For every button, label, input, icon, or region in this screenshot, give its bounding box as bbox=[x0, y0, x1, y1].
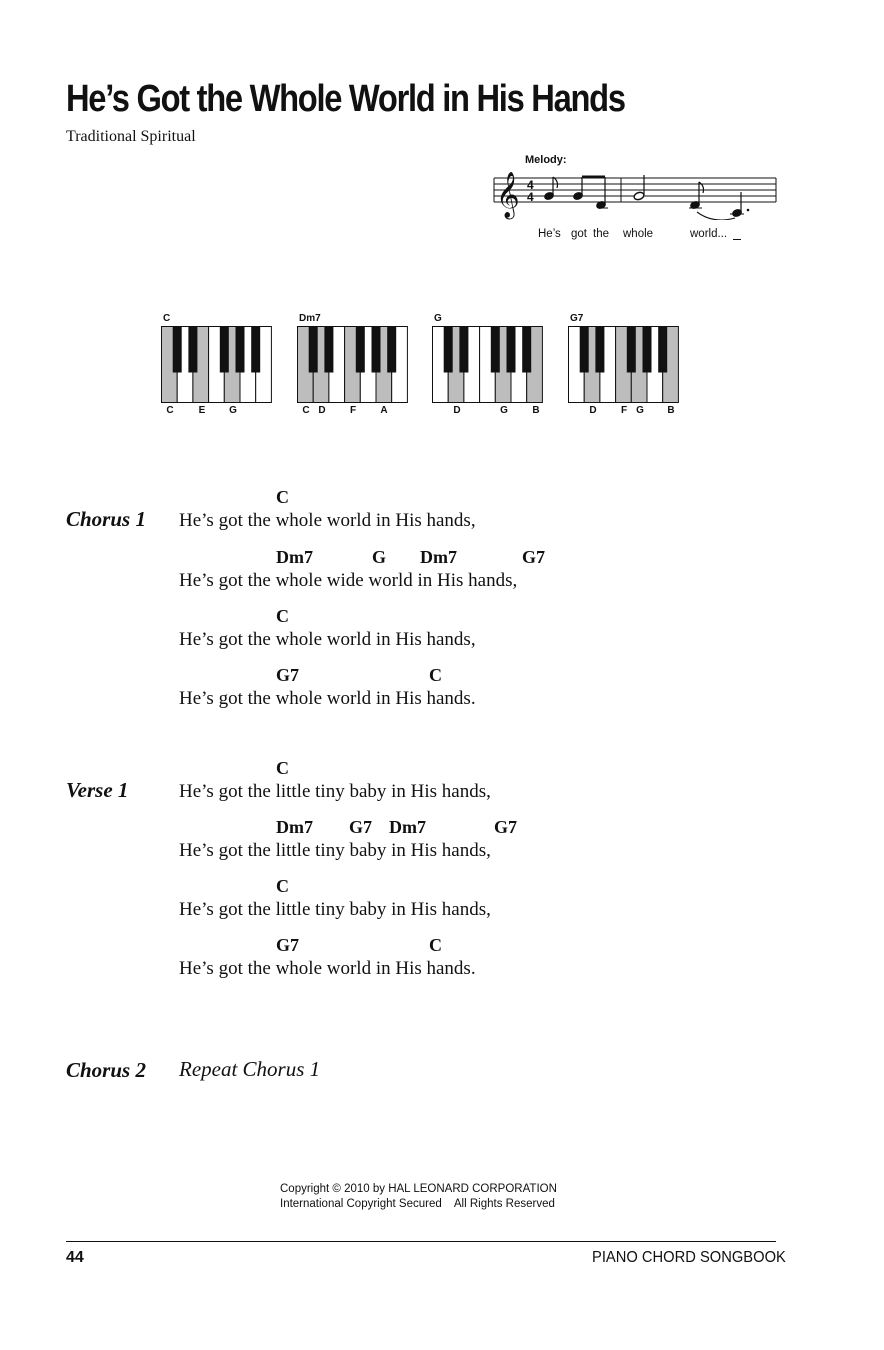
keyboard-note-label: F bbox=[349, 405, 357, 416]
chord-symbol: G bbox=[372, 547, 387, 567]
keyboard-note-label: G bbox=[636, 405, 644, 416]
chord-symbol: C bbox=[429, 665, 442, 685]
chord-symbol: Dm7 bbox=[389, 817, 426, 837]
keyboard-note-label: G bbox=[229, 405, 237, 416]
lyric-line: He’s got the little tiny baby in His hands, bbox=[179, 781, 491, 802]
chord-symbol: C bbox=[276, 606, 289, 626]
chord-symbol: G7 bbox=[522, 547, 546, 567]
keyboard-note-label: A bbox=[380, 405, 388, 416]
repeat-instruction: Repeat Chorus 1 bbox=[179, 1057, 321, 1081]
black-key bbox=[188, 327, 197, 373]
keyboard-note-label: D bbox=[589, 405, 597, 416]
section-label-verse-1: Verse 1 bbox=[66, 778, 129, 802]
black-key bbox=[643, 327, 652, 373]
book-title: PIANO CHORD SONGBOOK bbox=[592, 1249, 786, 1266]
chord-symbol: Dm7 bbox=[276, 547, 313, 567]
melody-lyric-word: the bbox=[593, 228, 609, 240]
black-key bbox=[356, 327, 365, 373]
black-key bbox=[387, 327, 396, 373]
chord-symbol: G7 bbox=[494, 817, 518, 837]
footer-rule bbox=[66, 1241, 776, 1242]
keyboard-note-label: B bbox=[532, 405, 540, 416]
keyboard-note-label: C bbox=[166, 405, 174, 416]
melody-staff bbox=[490, 168, 780, 220]
lyric-line: He’s got the little tiny baby in His hands, bbox=[179, 840, 491, 861]
chord-diagram-name: G bbox=[434, 313, 442, 324]
melody-lyric-word: He’s bbox=[538, 228, 561, 240]
black-key bbox=[324, 327, 333, 373]
black-key bbox=[251, 327, 260, 373]
copyright-line: International Copyright Secured All Rights Reserved bbox=[280, 1198, 555, 1210]
keyboard-diagram-g bbox=[432, 326, 544, 403]
black-key bbox=[220, 327, 229, 373]
lyric-line: He’s got the whole world in His hands. bbox=[179, 688, 476, 709]
lyric-line: He’s got the little tiny baby in His hands, bbox=[179, 899, 491, 920]
black-key bbox=[444, 327, 453, 373]
chord-symbol: G7 bbox=[349, 817, 373, 837]
keyboard-diagram-g7 bbox=[568, 326, 680, 403]
lyric-line: He’s got the whole world in His hands. bbox=[179, 958, 476, 979]
svg-text:4: 4 bbox=[527, 178, 534, 192]
chord-symbol: Dm7 bbox=[420, 547, 457, 567]
treble-clef-icon: 𝄞 bbox=[496, 172, 520, 218]
black-key bbox=[580, 327, 589, 373]
black-key bbox=[459, 327, 468, 373]
chord-diagram-name: C bbox=[163, 313, 171, 324]
black-key bbox=[236, 327, 245, 373]
lyric-line: He’s got the whole world in His hands, bbox=[179, 510, 476, 531]
song-subtitle: Traditional Spiritual bbox=[66, 128, 196, 145]
keyboard-diagram-dm7 bbox=[297, 326, 409, 403]
section-label-chorus-2: Chorus 2 bbox=[66, 1058, 146, 1082]
chord-diagram-name: G7 bbox=[570, 313, 584, 324]
black-key bbox=[658, 327, 667, 373]
lyric-line: He’s got the whole world in His hands, bbox=[179, 629, 476, 650]
melody-lyric-word: whole bbox=[623, 228, 654, 240]
copyright-line: Copyright © 2010 by HAL LEONARD CORPORATION bbox=[280, 1183, 557, 1195]
melody-lyric-word: got bbox=[571, 228, 587, 240]
keyboard-note-label: D bbox=[318, 405, 326, 416]
lyric-line: He’s got the whole wide world in His hands, bbox=[179, 570, 518, 591]
chord-symbol: C bbox=[276, 758, 289, 778]
keyboard-diagram-c bbox=[161, 326, 273, 403]
keyboard-note-label: F bbox=[620, 405, 628, 416]
melisma-line bbox=[733, 239, 741, 240]
chord-symbol: G7 bbox=[276, 665, 300, 685]
melody-lyric-word: world... bbox=[690, 228, 728, 240]
black-key bbox=[173, 327, 182, 373]
black-key bbox=[522, 327, 531, 373]
black-key bbox=[507, 327, 516, 373]
svg-text:4: 4 bbox=[527, 190, 534, 204]
black-key bbox=[491, 327, 500, 373]
black-key bbox=[309, 327, 318, 373]
keyboard-note-label: E bbox=[198, 405, 206, 416]
chord-symbol: G7 bbox=[276, 935, 300, 955]
keyboard-note-label: D bbox=[453, 405, 461, 416]
song-title: He’s Got the Whole World in His Hands bbox=[66, 78, 625, 120]
chord-diagram-name: Dm7 bbox=[299, 313, 321, 324]
chord-symbol: Dm7 bbox=[276, 817, 313, 837]
chord-symbol: C bbox=[276, 876, 289, 896]
black-key bbox=[372, 327, 381, 373]
melody-label: Melody: bbox=[525, 154, 567, 166]
keyboard-note-label: B bbox=[667, 405, 675, 416]
chord-symbol: C bbox=[276, 487, 289, 507]
melody-notes bbox=[544, 175, 750, 220]
section-label-chorus-1: Chorus 1 bbox=[66, 507, 146, 531]
chord-symbol: C bbox=[429, 935, 442, 955]
keyboard-note-label: G bbox=[500, 405, 508, 416]
keyboard-note-label: C bbox=[302, 405, 310, 416]
page-number: 44 bbox=[66, 1249, 84, 1266]
black-key bbox=[627, 327, 636, 373]
time-signature bbox=[527, 178, 534, 204]
black-key bbox=[595, 327, 604, 373]
